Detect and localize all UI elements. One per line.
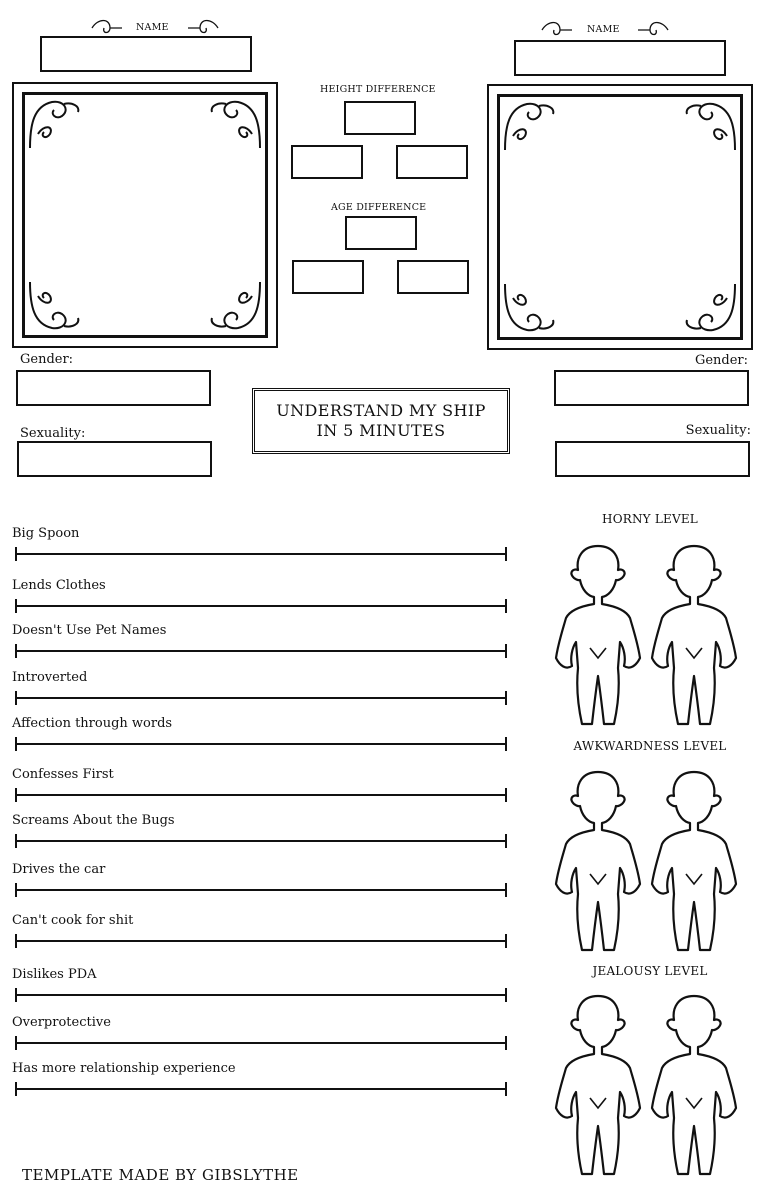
scale-slider-track[interactable] (16, 697, 506, 699)
scale-right-endcap (505, 599, 507, 613)
corner-scroll-icon (206, 276, 266, 336)
scale-right-endcap (505, 547, 507, 561)
corner-scroll-icon (681, 96, 741, 156)
scale-right-endcap (505, 691, 507, 705)
corner-scroll-icon (24, 94, 84, 154)
gender-label-right: Gender: (694, 353, 748, 368)
scale-left-endcap (15, 547, 17, 561)
scale-left-label: Dislikes PDA (12, 967, 97, 982)
name-caption-right: NAME (587, 24, 620, 35)
scale-right-endcap (505, 1036, 507, 1050)
scale-left-label: Confesses First (12, 767, 114, 782)
age-difference-label: AGE DIFFERENCE (331, 202, 427, 213)
person-outline-icon (648, 990, 740, 1184)
scale-right-endcap (505, 644, 507, 658)
scale-slider-track[interactable] (16, 840, 506, 842)
person-outline-icon (648, 540, 740, 734)
picture-frame-left[interactable] (12, 82, 278, 348)
scale-left-endcap (15, 1036, 17, 1050)
corner-scroll-icon (499, 96, 559, 156)
corner-scroll-icon (206, 94, 266, 154)
corner-scroll-icon (24, 276, 84, 336)
age-left-field[interactable] (292, 260, 364, 294)
awkwardness-level-label: AWKWARDNESS LEVEL (573, 739, 727, 753)
ship-title-box (252, 388, 510, 454)
scale-left-endcap (15, 988, 17, 1002)
scale-right-endcap (505, 988, 507, 1002)
age-right-field[interactable] (397, 260, 469, 294)
scale-right-endcap (505, 788, 507, 802)
scale-slider-track[interactable] (16, 889, 506, 891)
scale-slider-track[interactable] (16, 994, 506, 996)
person-outline-icon (552, 540, 644, 734)
sexuality-label-left: Sexuality: (20, 426, 86, 441)
gender-field-left[interactable] (16, 370, 211, 406)
scale-slider-track[interactable] (16, 605, 506, 607)
scale-slider-track[interactable] (16, 1042, 506, 1044)
sexuality-field-left[interactable] (17, 441, 212, 477)
scale-slider-track[interactable] (16, 1088, 506, 1090)
scale-slider-track[interactable] (16, 650, 506, 652)
scale-right-endcap (505, 834, 507, 848)
scale-left-label: Doesn't Use Pet Names (12, 623, 167, 638)
horny-level-label: HORNY LEVEL (602, 512, 698, 526)
scale-left-label: Can't cook for shit (12, 913, 134, 928)
scale-left-label: Overprotective (12, 1015, 111, 1030)
scale-slider-track[interactable] (16, 743, 506, 745)
scale-right-endcap (505, 934, 507, 948)
age-difference-value[interactable] (345, 216, 417, 250)
scale-left-label: Drives the car (12, 862, 106, 877)
name-field-right[interactable] (514, 40, 726, 76)
scale-slider-track[interactable] (16, 553, 506, 555)
jealousy-level-label: JEALOUSY LEVEL (592, 964, 708, 978)
scale-left-label: Has more relationship experience (12, 1061, 236, 1076)
scale-left-label: Lends Clothes (12, 578, 106, 593)
scale-left-endcap (15, 788, 17, 802)
scale-left-label: Big Spoon (12, 526, 80, 541)
scale-left-label: Introverted (12, 670, 88, 685)
scale-left-label: Screams About the Bugs (12, 813, 175, 828)
person-outline-icon (648, 766, 740, 960)
scale-right-endcap (505, 737, 507, 751)
sexuality-label-right: Sexuality: (685, 423, 751, 438)
scale-slider-track[interactable] (16, 794, 506, 796)
scale-left-endcap (15, 644, 17, 658)
scale-left-endcap (15, 883, 17, 897)
height-left-field[interactable] (291, 145, 363, 179)
gender-field-right[interactable] (554, 370, 749, 406)
scale-left-endcap (15, 691, 17, 705)
gender-label-left: Gender: (20, 352, 74, 367)
template-credit: TEMPLATE MADE BY GIBSLYTHE (22, 1166, 299, 1184)
corner-scroll-icon (681, 278, 741, 338)
scale-left-endcap (15, 834, 17, 848)
scale-slider-track[interactable] (16, 940, 506, 942)
scale-left-endcap (15, 599, 17, 613)
person-outline-icon (552, 766, 644, 960)
sexuality-field-right[interactable] (555, 441, 750, 477)
name-caption-left: NAME (136, 22, 169, 33)
name-field-left[interactable] (40, 36, 252, 72)
height-right-field[interactable] (396, 145, 468, 179)
ship-title-line2: IN 5 MINUTES (316, 421, 446, 440)
corner-scroll-icon (499, 278, 559, 338)
scale-left-label: Affection through words (12, 716, 173, 731)
scale-left-endcap (15, 1082, 17, 1096)
scale-left-endcap (15, 934, 17, 948)
scale-right-endcap (505, 1082, 507, 1096)
height-difference-label: HEIGHT DIFFERENCE (320, 84, 436, 95)
ship-title-line1: UNDERSTAND MY SHIP (276, 401, 486, 420)
scale-right-endcap (505, 883, 507, 897)
height-difference-value[interactable] (344, 101, 416, 135)
person-outline-icon (552, 990, 644, 1184)
picture-frame-right[interactable] (487, 84, 753, 350)
scale-left-endcap (15, 737, 17, 751)
